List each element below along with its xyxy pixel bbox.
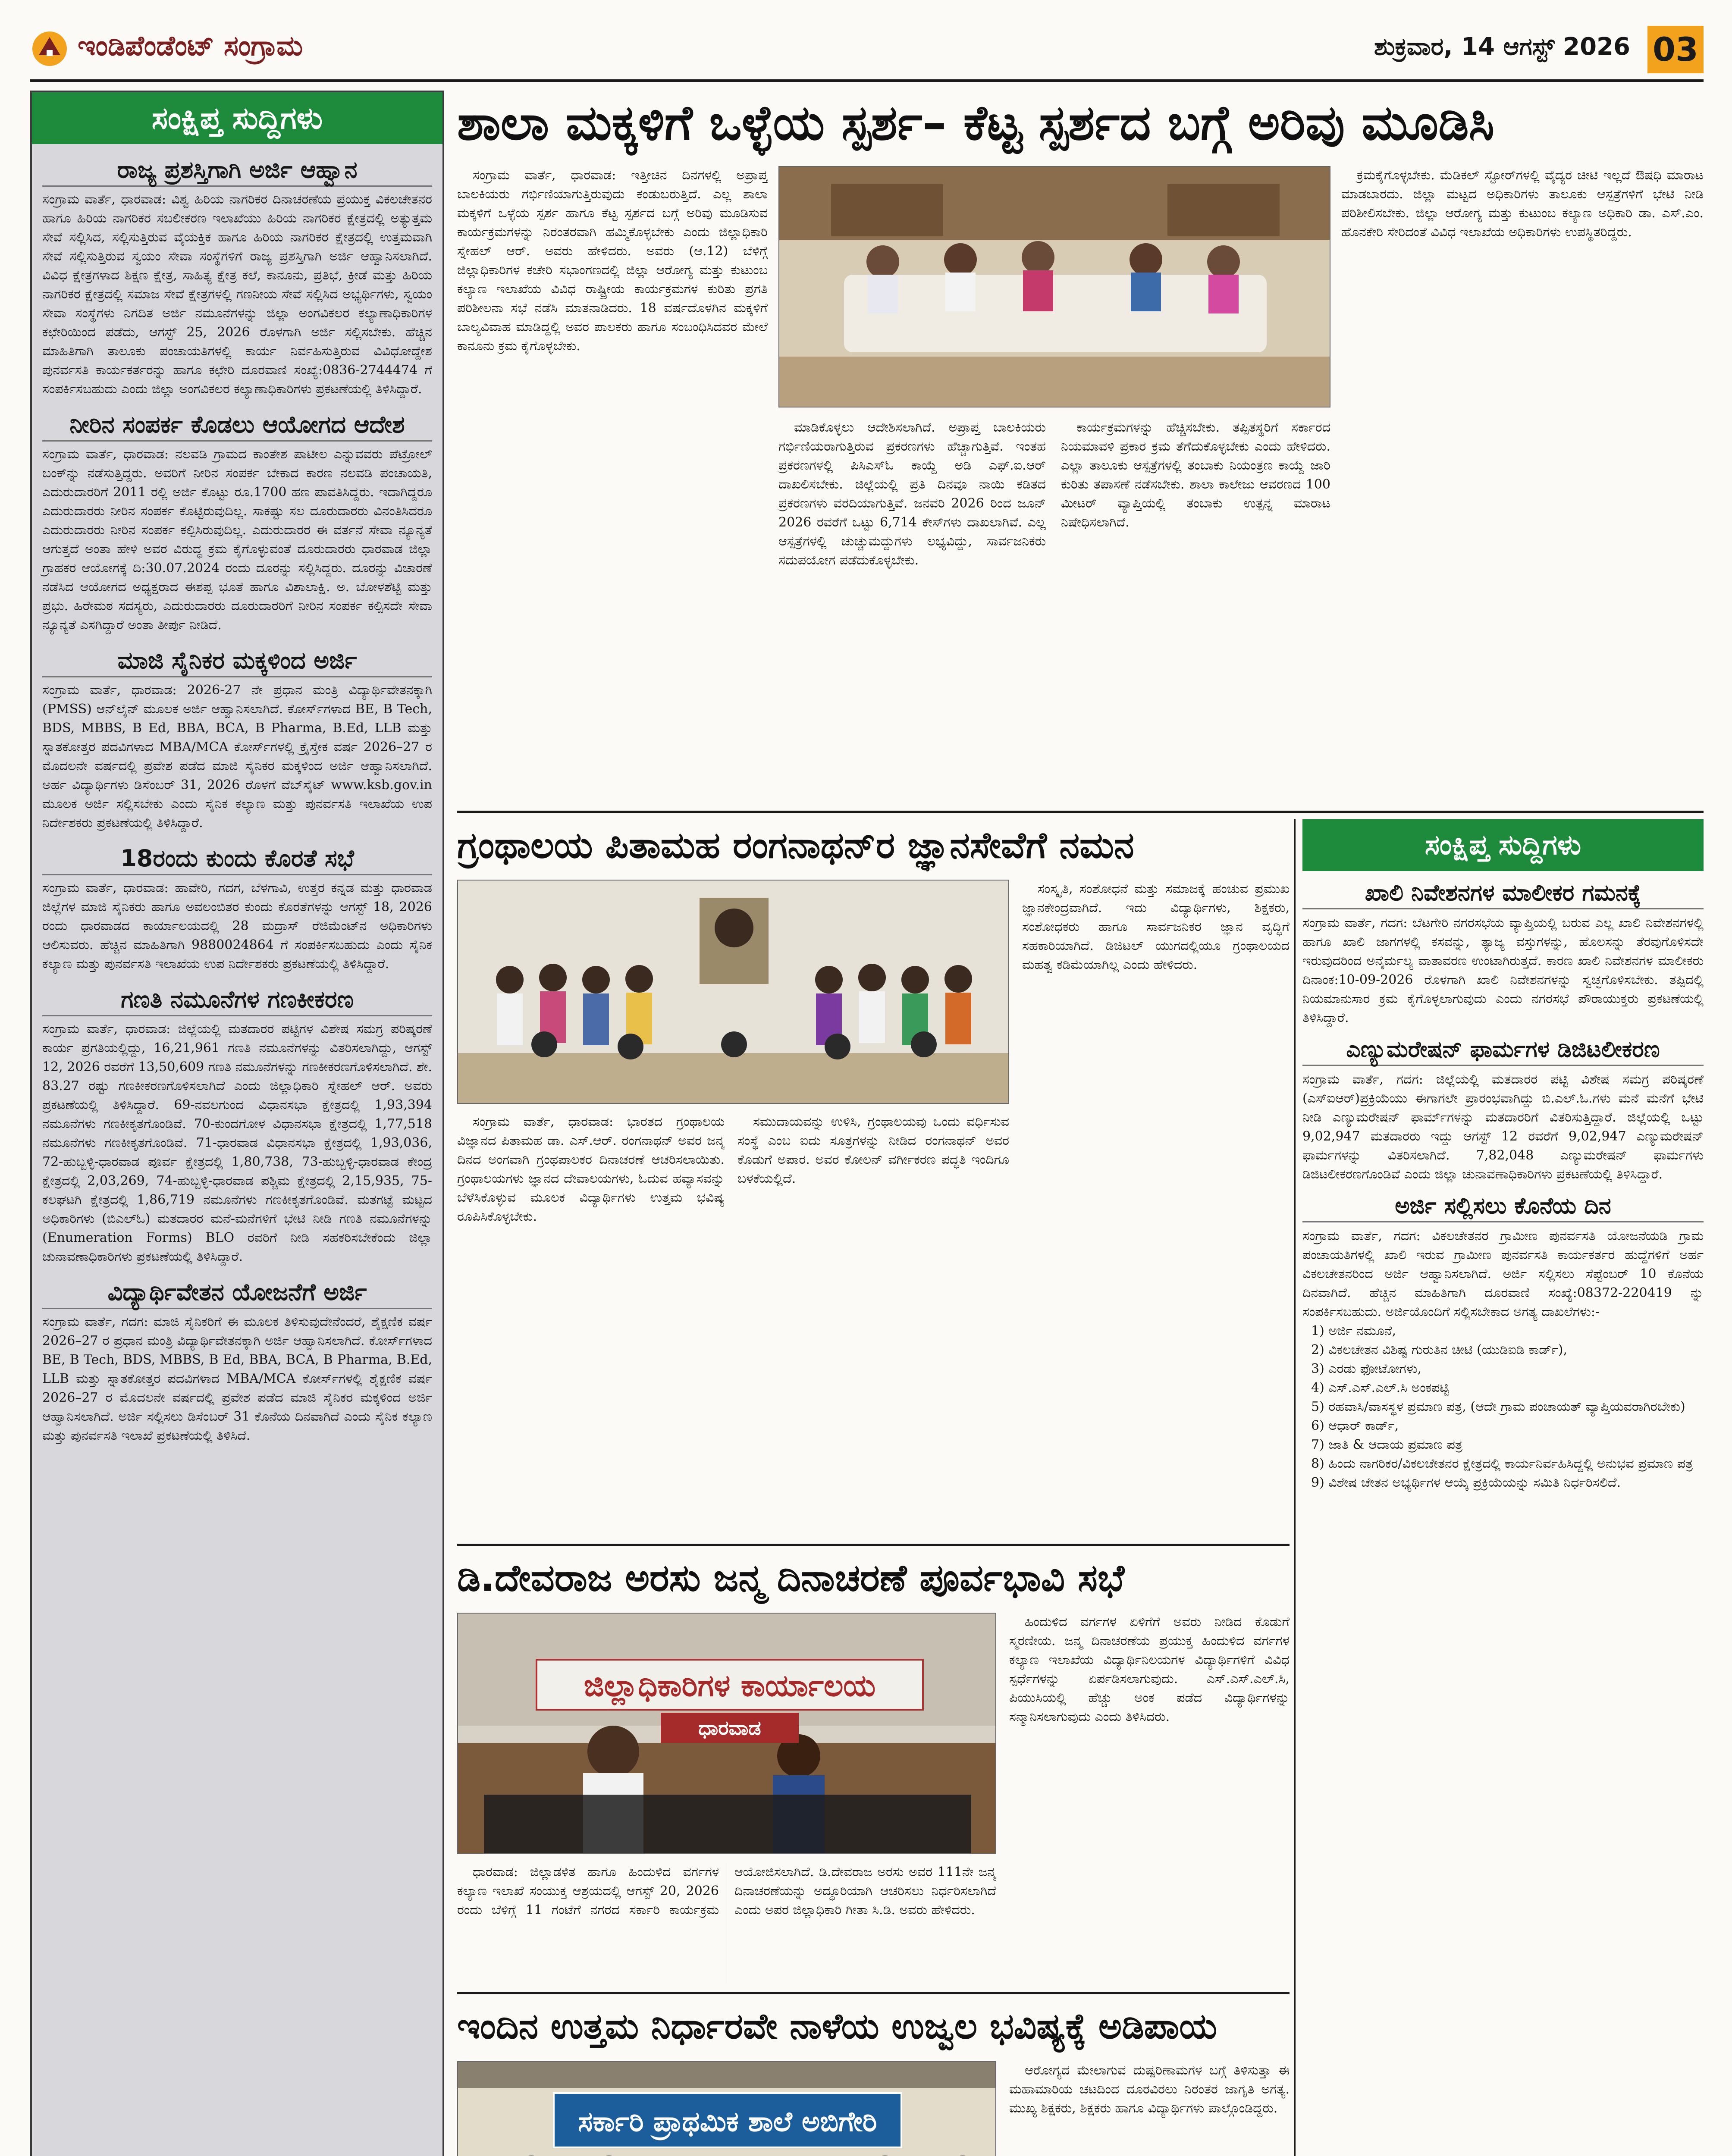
section-divider (457, 1544, 1290, 1546)
left-briefs-column (30, 91, 444, 2156)
brief-item (32, 144, 442, 399)
devaraj-body-left: ಧಾರವಾಡ: ಜಿಲ್ಲಾಡಳಿತ ಹಾಗೂ ಹಿಂದುಳಿದ ವರ್ಗಗಳ ಕಲ್ಯಾಣ ಇಲಾಖೆ ಸಂಯುಕ್ತ ಆಶ್ರಯದಲ್ಲಿ ಆಗಸ್ಟ್ 20, 2026 ರಂದು ಬೆಳಿಗ್ಗೆ 11 ಗಂಟೆಗೆ ನಗರದ ಸರ್ಕಾರಿ ಕಾರ್ಯಕ್ರಮ ಆಯೋಜಿಸಲಾಗಿದೆ. ಡಿ.ದೇವರಾಜ ಅರಸು ಅವರ 111ನೇ ಜನ್ಮ ದಿನಾಚರಣೆಯನ್ನು ಅದ್ಧೂರಿಯಾಗಿ ಆಚರಿಸಲು ನಿರ್ಧರಿಸಲಾಗಿದೆ ಎಂದು ಅಪರ ಜಿಲ್ಲಾಧಿಕಾರಿ ಗೀತಾ ಸಿ.ಡಿ. ಅವರು ಹೇಳಿದರು. (457, 1865, 996, 1918)
library-photo (457, 880, 1009, 1104)
list-item: 1) ಅರ್ಜಿ ನಮೂನೆ, (1311, 1323, 1396, 1338)
list-item: 3) ಎರಡು ಫೋಟೋಗಳು, (1311, 1361, 1422, 1376)
brief-title: ಗಣತಿ ನಮೂನೆಗಳ ಗಣಕೀಕರಣ (42, 984, 432, 1016)
devaraj-photo (457, 1613, 996, 1854)
school-photo (457, 2061, 996, 2156)
document-list (1302, 1322, 1704, 1492)
school-banner: ಸರ್ಕಾರಿ ಪ್ರಾಥಮಿಕ ಶಾಲೆ ಅಬಿಗೇರಿ (553, 2092, 902, 2148)
masthead (30, 17, 1704, 82)
lead-headline: ಶಾಲಾ ಮಕ್ಕಳಿಗೆ ಒಳ್ಳೆಯ ಸ್ಪರ್ಶ– ಕೆಟ್ಟ ಸ್ಪರ್ಶದ ಬಗ್ಗೆ ಅರಿವು ಮೂಡಿಸಿ (457, 95, 1495, 151)
brief-item (32, 399, 442, 635)
brief-title: ನೀರಿನ ಸಂಪರ್ಕ ಕೊಡಲು ಆಯೋಗದ ಆದೇಶ (42, 409, 432, 442)
list-item: 4) ಎಸ್.ಎಸ್.ಎಲ್.ಸಿ ಅಂಕಪಟ್ಟಿ (1311, 1380, 1450, 1395)
briefs-band-title: ಸಂಕ್ಷಿಪ್ತ ಸುದ್ದಿಗಳು (1302, 819, 1704, 871)
paper-name: ಇಂಡಿಪೆಂಡೆಂಟ್ ಸಂಗ್ರಾಮ (78, 30, 303, 62)
brief-body: ಸಂಗ್ರಾಮ ವಾರ್ತೆ, ಗದಗ: ಜಿಲ್ಲೆಯಲ್ಲಿ ಮತದಾರರ ಪಟ್ಟಿ ವಿಶೇಷ ಸಮಗ್ರ ಪರಿಷ್ಕರಣೆ (ಎಸ್‌ಐಆರ್)ಪ್ರಕ್ರಿಯೆಯು ಈಗಾಗಲೇ ಪ್ರಾರಂಭವಾಗಿದ್ದು ಬಿ.ಎಲ್.ಓ.ಗಳು ಮನೆ ಮನೆಗೆ ಭೇಟಿ ನೀಡಿ ಎಣ್ಯುಮರೇಷನ್ ಫಾರ್ಮ್‌ಗಳನ್ನು ಮತದಾರರಿಗೆ ವಿತರಿಸುತ್ತಿದ್ದಾರೆ. ಜಿಲ್ಲೆಯಲ್ಲಿ ಒಟ್ಟು 9,02,947 ಮತದಾರರು ಇದ್ದು ಆಗಸ್ಟ್ 12 ರವರೆಗೆ 9,02,947 ಎಣ್ಯುಮರೇಷನ್ ಫಾರ್ಮಗಳನ್ನು ವಿತರಿಸಲಾಗಿದೆ. 7,82,048 ಎಣ್ಯುಮರೇಷನ್ ಫಾರ್ಮಗಳು ಡಿಜಿಟಲೀಕರಣಗೊಂಡಿವೆ ಎಂದು ಜಿಲ್ಲಾ ಚುನಾವಣಾಧಿಕಾರಿಗಳು ಪ್ರಕಟಣೆಯಲ್ಲಿ ತಿಳಿಸಿದ್ದಾರೆ. (1302, 1072, 1704, 1182)
briefs-band-title: ಸಂಕ್ಷಿಪ್ತ ಸುದ್ದಿಗಳು (32, 92, 442, 144)
lead-body-col2: ಮಾಡಿಕೊಳ್ಳಲು ಆದೇಶಿಸಲಾಗಿದೆ. ಅಪ್ರಾಪ್ತ ಬಾಲಕಿಯರು ಗರ್ಭಿಣಿಯರಾಗುತ್ತಿರುವ ಪ್ರಕರಣಗಳು ಹೆಚ್ಚಾಗುತ್ತಿವೆ. ಇಂತಹ ಪ್ರಕರಣಗಳಲ್ಲಿ ಪಿಸಿಎಸ್‌ಓ ಕಾಯ್ದೆ ಅಡಿ ಎಫ್.ಐ.ಆರ್ ದಾಖಲಿಸಬೇಕು. ಜಿಲ್ಲೆಯಲ್ಲಿ ಪ್ರತಿ ದಿನವೂ ನಾಯಿ ಕಡಿತದ ಪ್ರಕರಣಗಳು ವರದಿಯಾಗುತ್ತಿವೆ. ಜನವರಿ 2026 ರಿಂದ ಜೂನ್ 2026 ರವರೆಗೆ ಒಟ್ಟು 6,714 ಕೇಸ್‌ಗಳು ದಾಖಲಾಗಿವೆ. ಎಲ್ಲ ಆಸ್ಪತ್ರೆಗಳಲ್ಲಿ ಚುಚ್ಚುಮದ್ದುಗಳು ಲಭ್ಯವಿದ್ದು, ಸಾರ್ವಜನಿಕರು ಸದುಪಯೋಗ ಪಡೆದುಕೊಳ್ಳಬೇಕು. (778, 420, 1046, 568)
brief-title: ಖಾಲಿ ನಿವೇಶನಗಳ ಮಾಲೀಕರ ಗಮನಕ್ಕೆ (1302, 878, 1704, 909)
school-headline: ಇಂದಿನ ಉತ್ತಮ ನಿರ್ಧಾರವೇ ನಾಳೆಯ ಉಜ್ವಲ ಭವಿಷ್ಯಕ್ಕೆ ಅಡಿಪಾಯ (457, 2006, 1217, 2047)
column-divider (1294, 819, 1296, 2156)
brief-title: ರಾಜ್ಯ ಪ್ರಶಸ್ತಿಗಾಗಿ ಅರ್ಜಿ ಆಹ್ವಾನ (42, 154, 432, 187)
lead-body-col1: ಸಂಗ್ರಾಮ ವಾರ್ತೆ, ಧಾರವಾಡ: ಇತ್ತೀಚಿನ ದಿನಗಳಲ್ಲಿ ಅಪ್ರಾಪ್ತ ಬಾಲಕಿಯರು ಗರ್ಭಿಣಿಯಾಗುತ್ತಿರುವುದು ಕಂಡುಬರುತ್ತಿದೆ. ಎಲ್ಲ ಶಾಲಾ ಮಕ್ಕಳಿಗೆ ಒಳ್ಳೆಯ ಸ್ಪರ್ಶ ಹಾಗೂ ಕೆಟ್ಟ ಸ್ಪರ್ಶದ ಬಗ್ಗೆ ಅರಿವು ಮೂಡಿಸುವ ಕಾರ್ಯಕ್ರಮಗಳನ್ನು ನಿರಂತರವಾಗಿ ಹಮ್ಮಿಕೊಳ್ಳಬೇಕು ಎಂದು ಜಿಲ್ಲಾಧಿಕಾರಿ ಸ್ನೇಹಲ್ ಆರ್. ಅವರು ಹೇಳಿದರು. ಅವರು (ಆ.12) ಬೆಳಿಗ್ಗೆ ಜಿಲ್ಲಾಧಿಕಾರಿಗಳ ಕಚೇರಿ ಸಭಾಂಗಣದಲ್ಲಿ ಜಿಲ್ಲಾ ಆರೋಗ್ಯ ಮತ್ತು ಕುಟುಂಬ ಕಲ್ಯಾಣ ಇಲಾಖೆಯ ವಿವಿಧ ರಾಷ್ಟ್ರೀಯ ಕಾರ್ಯಕ್ರಮಗಳ ಕುರಿತು ಪ್ರಗತಿ ಪರಿಶೀಲನಾ ಸಭೆ ನಡೆಸಿ ಮಾತನಾಡಿದರು. 18 ವರ್ಷದೊಳಗಿನ ಮಕ್ಕಳಿಗೆ ಬಾಲ್ಯವಿವಾಹ ಮಾಡಿದ್ದಲ್ಲಿ ಅವರ ಪಾಲಕರು ಹಾಗೂ ಸಂಬಂಧಿಸಿದವರ ಮೇಲೆ ಕಾನೂನು ಕ್ರಮ ಕೈಗೊಳ್ಳಬೇಕು. (457, 168, 768, 354)
right-briefs-column (1302, 819, 1704, 2156)
library-body-col2: ಸಮುದಾಯವನ್ನು ಉಳಿಸಿ, ಗ್ರಂಥಾಲಯವು ಒಂದು ವರ್ಧಿಸುವ ಸಂಸ್ಥೆ ಎಂಬ ಐದು ಸೂತ್ರಗಳನ್ನು ನೀಡಿದ ರಂಗನಾಥನ್ ಅವರ ಕೊಡುಗೆ ಅಪಾರ. ಅವರ ಕೋಲನ್ ವರ್ಗೀಕರಣ ಪದ್ಧತಿ ಇಂದಿಗೂ ಬಳಕೆಯಲ್ಲಿದೆ. (737, 1114, 1009, 1186)
lead-body-col3: ಕಾರ್ಯಕ್ರಮಗಳನ್ನು ಹೆಚ್ಚಿಸಬೇಕು. ತಪ್ಪಿತಸ್ಥರಿಗೆ ಸರ್ಕಾರದ ನಿಯಮಾವಳಿ ಪ್ರಕಾರ ಕ್ರಮ ತೆಗೆದುಕೊಳ್ಳಬೇಕು ಎಂದು ಹೇಳಿದರು. ಎಲ್ಲಾ ತಾಲೂಕು ಆಸ್ಪತ್ರೆಗಳಲ್ಲಿ ತಂಬಾಕು ನಿಯಂತ್ರಣ ಕಾಯ್ದೆ ಜಾರಿ ಕುರಿತು ತಪಾಸಣೆ ನಡೆಸಬೇಕು. ಶಾಲಾ ಕಾಲೇಜು ಆವರಣದ 100 ಮೀಟರ್ ವ್ಯಾಪ್ತಿಯಲ್ಲಿ ತಂಬಾಕು ಉತ್ಪನ್ನ ಮಾರಾಟ ನಿಷೇಧಿಸಲಾಗಿದೆ. (1061, 420, 1330, 530)
devaraj-headline: ಡಿ.ದೇವರಾಜ ಅರಸು ಜನ್ಮ ದಿನಾಚರಣೆ ಪೂರ್ವಭಾವಿ ಸಭೆ (457, 1557, 1125, 1600)
brief-item (32, 974, 442, 1266)
brief-body: ಸಂಗ್ರಾಮ ವಾರ್ತೆ, ಧಾರವಾಡ: ಹಾವೇರಿ, ಗದಗ, ಬೆಳಗಾವಿ, ಉತ್ತರ ಕನ್ನಡ ಮತ್ತು ಧಾರವಾಡ ಜಿಲ್ಲೆಗಳ ಮಾಜಿ ಸೈನಿಕರು ಹಾಗೂ ಅವಲಂಬಿತರ ಕುಂದು ಕೊರತೆಗಳನ್ನು ಆಗಸ್ಟ್ 18, 2026 ರಂದು ಧಾರವಾಡದ ಕಾರ್ಯಾಲಯದಲ್ಲಿ 28 ಮದ್ರಾಸ್ ರೆಜಿಮೆಂಟ್‌ನ ಅಧಿಕಾರಿಗಳು ಆಲಿಸುವರು. ಹೆಚ್ಚಿನ ಮಾಹಿತಿಗಾಗಿ 9880024864 ಗೆ ಸಂಪರ್ಕಿಸಬಹುದು ಎಂದು ಸೈನಿಕ ಕಲ್ಯಾಣ ಮತ್ತು ಪುನರ್ವಸತಿ ಇಲಾಖೆಯ ಉಪ ನಿರ್ದೇಶಕರು ಪ್ರಕಟಣೆಯಲ್ಲಿ ತಿಳಿಸಿದ್ದಾರೆ. (42, 881, 432, 971)
library-body-col1: ಸಂಗ್ರಾಮ ವಾರ್ತೆ, ಧಾರವಾಡ: ಭಾರತದ ಗ್ರಂಥಾಲಯ ವಿಜ್ಞಾನದ ಪಿತಾಮಹ ಡಾ. ಎಸ್.ಆರ್. ರಂಗನಾಥನ್ ಅವರ ಜನ್ಮ ದಿನದ ಅಂಗವಾಗಿ ಗ್ರಂಥಪಾಲಕರ ದಿನಾಚರಣೆ ಆಚರಿಸಲಾಯಿತು. ಗ್ರಂಥಾಲಯಗಳು ಜ್ಞಾನದ ದೇವಾಲಯಗಳು, ಓದುವ ಹವ್ಯಾಸವನ್ನು ಬೆಳೆಸಿಕೊಳ್ಳುವ ಮೂಲಕ ವಿದ್ಯಾರ್ಥಿಗಳು ಉತ್ತಮ ಭವಿಷ್ಯ ರೂಪಿಸಿಕೊಳ್ಳಬೇಕು. (457, 1114, 725, 1224)
lead-photo (778, 166, 1330, 407)
devaraj-story (457, 1552, 1290, 1984)
meeting-photo-icon (779, 167, 1330, 407)
brief-body: ಸಂಗ್ರಾಮ ವಾರ್ತೆ, ಧಾರವಾಡ: ಜಿಲ್ಲೆಯಲ್ಲಿ ಮತದಾರರ ಪಟ್ಟಿಗಳ ವಿಶೇಷ ಸಮಗ್ರ ಪರಿಷ್ಕರಣೆ ಕಾರ್ಯ ಪ್ರಗತಿಯಲ್ಲಿದ್ದು, 16,21,961 ಗಣತಿ ನಮೂನೆಗಳನ್ನು ವಿತರಿಸಲಾಗಿದ್ದು, ಆಗಸ್ಟ್ 12, 2026 ರವರೆಗೆ 13,50,609 ಗಣತಿ ನಮೂನೆಗಳನ್ನು ಗಣಕೀಕರಣಗೊಳಿಸಲಾಗಿದೆ. ಶೇ. 83.27 ರಷ್ಟು ಗಣಕೀಕರಣಗೊಳಿಸಲಾಗಿದೆ ಎಂದು ಜಿಲ್ಲಾಧಿಕಾರಿ ಸ್ನೇಹಲ್ ಆರ್. ಅವರು ಪ್ರಕಟಣೆಯಲ್ಲಿ ತಿಳಿಸಿದ್ದಾರೆ. 69-ನವಲಗುಂದ ವಿಧಾನಸಭಾ ಕ್ಷೇತ್ರದಲ್ಲಿ 1,93,394 ನಮೂನೆಗಳು ಗಣಕೀಕೃತಗೊಂಡಿವೆ. 70-ಕುಂದಗೋಳ ವಿಧಾನಸಭಾ ಕ್ಷೇತ್ರದಲ್ಲಿ 1,77,518 ನಮೂನೆಗಳು ಗಣಕೀಕೃತಗೊಂಡಿವೆ. 71-ಧಾರವಾಡ ವಿಧಾನಸಭಾ ಕ್ಷೇತ್ರದಲ್ಲಿ 1,93,036, 72-ಹುಬ್ಬಳ್ಳಿ-ಧಾರವಾಡ ಪೂರ್ವ ಕ್ಷೇತ್ರದಲ್ಲಿ 1,80,738, 73-ಹುಬ್ಬಳ್ಳಿ-ಧಾರವಾಡ ಕೇಂದ್ರ ಕ್ಷೇತ್ರದಲ್ಲಿ 2,03,269, 74-ಹುಬ್ಬಳ್ಳಿ-ಧಾರವಾಡ ಪಶ್ಚಿಮ ಕ್ಷೇತ್ರದಲ್ಲಿ 2,15,935, 75-ಕಲಘಟಗಿ ಕ್ಷೇತ್ರದಲ್ಲಿ 1,86,719 ನಮೂನೆಗಳು ಗಣಕೀಕೃತಗೊಂಡಿವೆ. ಮತಗಟ್ಟೆ ಮಟ್ಟದ ಅಧಿಕಾರಿಗಳು (ಬಿಎಲ್‌ಓ) ಮತದಾರರ ಮನೆ-ಮನೆಗಳಿಗೆ ಭೇಟಿ ನೀಡಿ ಗಣತಿ ನಮೂನೆಗಳನ್ನು (Enumeration Forms) BLO ರವರಿಗೆ ನೀಡಿ ಸಹಕರಿಸಬೇಕೆಂದು ಜಿಲ್ಲಾ ಚುನಾವಣಾಧಿಕಾರಿಗಳು ಪ್ರಕಟಣೆಯಲ್ಲಿ ತಿಳಿಸಿದ್ದಾರೆ. (42, 1022, 432, 1264)
group-photo-icon (458, 881, 1009, 1104)
office-banner: ಜಿಲ್ಲಾಧಿಕಾರಿಗಳ ಕಾರ್ಯಾಲಯ (536, 1659, 924, 1711)
page-number: 03 (1647, 26, 1704, 73)
devaraj-body-right: ಹಿಂದುಳಿದ ವರ್ಗಗಳ ಏಳಿಗೆಗೆ ಅವರು ನೀಡಿದ ಕೊಡುಗೆ ಸ್ಮರಣೀಯ. ಜನ್ಮ ದಿನಾಚರಣೆಯ ಪ್ರಯುಕ್ತ ಹಿಂದುಳಿದ ವರ್ಗಗಳ ಕಲ್ಯಾಣ ಇಲಾಖೆಯ ವಿದ್ಯಾರ್ಥಿನಿಲಯಗಳ ವಿದ್ಯಾರ್ಥಿಗಳಿಗೆ ವಿವಿಧ ಸ್ಪರ್ಧೆಗಳನ್ನು ಏರ್ಪಡಿಸಲಾಗುವುದು. ಎಸ್.ಎಸ್.ಎಲ್.ಸಿ, ಪಿಯುಸಿಯಲ್ಲಿ ಹೆಚ್ಚು ಅಂಕ ಪಡೆದ ವಿದ್ಯಾರ್ಥಿಗಳನ್ನು ಸನ್ಮಾನಿಸಲಾಗುವುದು ಎಂದು ತಿಳಿಸಿದರು. (1009, 1614, 1290, 1724)
brief-body: ಸಂಗ್ರಾಮ ವಾರ್ತೆ, ಧಾರವಾಡ: ನಲವಡಿ ಗ್ರಾಮದ ಕಾಂತೇಶ ಪಾಟೀಲ ಎನ್ನುವವರು ಪೆಟ್ರೋಲ್ ಬಂಕ್‌ನ್ನು ನಡೆಸುತ್ತಿದ್ದರು. ಅವರಿಗೆ ನೀರಿನ ಸಂಪರ್ಕ ಬೇಕಾದ ಕಾರಣ ನಲವಡಿ ಪಂಚಾಯತಿ, ಎದುರುದಾರರಿಗೆ 2011 ರಲ್ಲಿ ಅರ್ಜಿ ಕೊಟ್ಟು ರೂ.1700 ಹಣ ಪಾವತಿಸಿದ್ದರು. ಇದಾಗಿದ್ದರೂ ಎದುರುದಾರರು ನೀರಿನ ಸಂಪರ್ಕ ಕೊಟ್ಟಿರುವುದಿಲ್ಲ. ಸಾಕಷ್ಟು ಸಲ ದೂರುದಾರರು ವಿನಂತಿಸಿದರೂ ಎದುರುದಾರರು ನೀರಿನ ಸಂಪರ್ಕ ಕಲ್ಪಿಸಿರುವುದಿಲ್ಲ. ಎದುರುದಾರರ ಈ ವರ್ತನೆ ಸೇವಾ ನ್ಯೂನ್ಯತೆ ಆಗುತ್ತದೆ ಅಂತಾ ಹೇಳಿ ಅವರ ವಿರುದ್ಧ ಕ್ರಮ ಕೈಗೊಳ್ಳುವಂತೆ ದೂರುದಾರರು ಧಾರವಾಡ ಜಿಲ್ಲಾ ಗ್ರಾಹಕರ ಆಯೋಗಕ್ಕೆ ದಿ:30.07.2024 ರಂದು ದೂರನ್ನು ಸಲ್ಲಿಸಿದ್ದರು. ದೂರನ್ನು ವಿಚಾರಣೆ ನಡೆಸಿದ ಆಯೋಗದ ಅಧ್ಯಕ್ಷರಾದ ಈಶಪ್ಪ ಭೂತೆ ಹಾಗೂ ವಿಶಾಲಾಕ್ಷಿ. ಅ. ಬೋಳಶೆಟ್ಟಿ ಮತ್ತು ಪ್ರಭು. ಹಿರೇಮಠ ಸದಸ್ಯರು, ಎದುರುದಾರರು ದೂರುದಾರರಿಗೆ ನೀರಿನ ಸಂಪರ್ಕ ಕಲ್ಪಿಸದೇ ಸೇವಾ ನ್ಯೂನ್ಯತೆ ಎಸಗಿದ್ದಾರೆ ಅಂತಾ ತೀರ್ಪು ನೀಡಿದೆ. (42, 447, 432, 633)
brief-title: ಮಾಜಿ ಸೈನಿಕರ ಮಕ್ಕಳಿಂದ ಅರ್ಜಿ (42, 645, 432, 677)
brief-title: ಅರ್ಜಿ ಸಲ್ಲಿಸಲು ಕೊನೆಯ ದಿನ (1302, 1191, 1704, 1222)
lead-story (457, 91, 1704, 806)
brief-item (1302, 1034, 1704, 1184)
brief-body: ಸಂಗ್ರಾಮ ವಾರ್ತೆ, ಗದಗ: ಬೆಟಗೇರಿ ನಗರಸಭೆಯ ವ್ಯಾಪ್ತಿಯಲ್ಲಿ ಬರುವ ಎಲ್ಲ ಖಾಲಿ ನಿವೇಶನಗಳಲ್ಲಿ ಹಾಗೂ ಖಾಲಿ ಜಾಗಗಳಲ್ಲಿ ಕಸವನ್ನು, ತ್ಯಾಜ್ಯ ವಸ್ತುಗಳನ್ನು, ಹೊಲಸನ್ನು ತೆರವುಗೊಳಿಸದೇ ಇರುವುದರಿಂದ ಅನೈರ್ಮಲ್ಯ ವಾತಾವರಣ ಉಂಟಾಗಿರುತ್ತದೆ. ಕಾರಣ ಖಾಲಿ ನಿವೇಶನಗಳ ಮಾಲೀಕರು ದಿನಾಂಕ:10-09-2026 ರೊಳಗಾಗಿ ಖಾಲಿ ನಿವೇಶನಗಳನ್ನು ಸ್ವಚ್ಛಗೊಳಿಸಬೇಕು. ತಪ್ಪಿದಲ್ಲಿ ನಿಯಮಾನುಸಾರ ಕ್ರಮ ಕೈಗೊಳ್ಳಲಾಗುವುದು ಎಂದು ನಗರಸಭೆ ಪೌರಾಯುಕ್ತರು ಪ್ರಕಟಣೆಯಲ್ಲಿ ತಿಳಿಸಿದ್ದಾರೆ. (1302, 915, 1704, 1025)
list-item: 2) ವಿಕಲಚೇತನ ವಿಶಿಷ್ಟ ಗುರುತಿನ ಚೀಟಿ (ಯುಡಿಐಡಿ ಕಾರ್ಡ್), (1311, 1342, 1567, 1357)
school-body-col3: ಆರೋಗ್ಯದ ಮೇಲಾಗುವ ದುಷ್ಪರಿಣಾಮಗಳ ಬಗ್ಗೆ ತಿಳಿಸುತ್ತಾ ಈ ಮಹಾಮಾರಿಯ ಚಟದಿಂದ ದೂರವಿರಲು ನಿರಂತರ ಜಾಗೃತಿ ಅಗತ್ಯ. ಮುಖ್ಯ ಶಿಕ್ಷಕರು, ಶಿಕ್ಷಕರು ಹಾಗೂ ವಿದ್ಯಾರ್ಥಿಗಳು ಪಾಲ್ಗೊಂಡಿದ್ದರು. (1009, 2063, 1290, 2116)
section-divider (457, 811, 1704, 813)
list-item: 9) ವಿಶೇಷ ಚೇತನ ಅಭ್ಯರ್ಥಿಗಳ ಆಯ್ಕೆ ಪ್ರಕ್ರಿಯೆಯನ್ನು ಸಮಿತಿ ನಿರ್ಧರಿಸಲಿದೆ. (1311, 1475, 1621, 1490)
brief-body: ಸಂಗ್ರಾಮ ವಾರ್ತೆ, ಗದಗ: ವಿಕಲಚೇತನರ ಗ್ರಾಮೀಣ ಪುನರ್ವಸತಿ ಯೋಜನೆಯಡಿ ಗ್ರಾಮ ಪಂಚಾಯತಿಗಳಲ್ಲಿ ಖಾಲಿ ಇರುವ ಗ್ರಾಮೀಣ ಪುನರ್ವಸತಿ ಕಾರ್ಯಕರ್ತರ ಹುದ್ದೆಗಳಿಗೆ ಅರ್ಹ ವಿಕಲಚೇತನರಿಂದ ಅರ್ಜಿ ಆಹ್ವಾನಿಸಲಾಗಿದೆ. ಅರ್ಜಿ ಸಲ್ಲಿಸಲು ಸೆಪ್ಟೆಂಬರ್ 10 ಕೊನೆಯ ದಿನವಾಗಿದೆ. ಹೆಚ್ಚಿನ ಮಾಹಿತಿಗಾಗಿ ದೂರವಾಣಿ ಸಂಖ್ಯೆ:08372-220419 ನ್ನು ಸಂಪರ್ಕಿಸಬಹುದು. ಅರ್ಜಿಯೊಂದಿಗೆ ಸಲ್ಲಿಸಬೇಕಾದ ಅಗತ್ಯ ದಾಖಲೆಗಳು:- (1302, 1228, 1704, 1319)
brief-title: ವಿದ್ಯಾರ್ಥಿವೇತನ ಯೋಜನೆಗೆ ಅರ್ಜಿ (42, 1277, 432, 1309)
newspaper-logo-icon (30, 29, 69, 68)
brief-item (32, 635, 442, 833)
brief-item (1302, 878, 1704, 1028)
library-body-col3: ಸಂಸ್ಕೃತಿ, ಸಂಶೋಧನೆ ಮತ್ತು ಸಮಾಜಕ್ಕೆ ಹಂಚುವ ಪ್ರಮುಖ ಜ್ಞಾನಕೇಂದ್ರವಾಗಿದೆ. ಇದು ವಿದ್ಯಾರ್ಥಿಗಳು, ಶಿಕ್ಷಕರು, ಸಂಶೋಧಕರು ಹಾಗೂ ಸಾರ್ವಜನಿಕರ ಜ್ಞಾನ ವೃದ್ಧಿಗೆ ಸಹಕಾರಿಯಾಗಿದೆ. ಡಿಜಿಟಲ್ ಯುಗದಲ್ಲಿಯೂ ಗ್ರಂಥಾಲಯದ ಮಹತ್ವ ಕಡಿಮೆಯಾಗಿಲ್ಲ ಎಂದು ಹೇಳಿದರು. (1022, 881, 1290, 972)
library-story (457, 819, 1290, 1535)
office-banner-sub: ಧಾರವಾಡ (661, 1713, 799, 1743)
library-headline: ಗ್ರಂಥಾಲಯ ಪಿತಾಮಹ ರಂಗನಾಥನ್‌ರ ಜ್ಞಾನಸೇವೆಗೆ ನಮನ (457, 824, 1134, 866)
brief-body: ಸಂಗ್ರಾಮ ವಾರ್ತೆ, ಧಾರವಾಡ: ವಿಶ್ವ ಹಿರಿಯ ನಾಗರಿಕರ ದಿನಾಚರಣೆಯ ಪ್ರಯುಕ್ತ ವಿಕಲಚೇತನರ ಹಾಗೂ ಹಿರಿಯ ನಾಗರಿಕರ ಸಬಲೀಕರಣ ಇಲಾಖೆಯು ಹಿರಿಯ ನಾಗರಿಕರ ಕ್ಷೇತ್ರದಲ್ಲಿ ಅತ್ಯುತ್ತಮ ಸೇವೆ ಸಲ್ಲಿಸಿದ, ಸಲ್ಲಿಸುತ್ತಿರುವ ವೈಯಕ್ತಿಕ ಹಾಗೂ ಹಿರಿಯ ನಾಗರಿಕರ ಕ್ಷೇತ್ರದಲ್ಲಿ ಉತ್ತಮವಾಗಿ ಸೇವೆ ಸಲ್ಲಿಸುತ್ತಿರುವ ಸ್ವಯಂ ಸೇವಾ ಸಂಸ್ಥೆಗಳಿಗೆ ರಾಜ್ಯ ಪ್ರಶಸ್ತಿಗಾಗಿ ಅರ್ಜಿ ಆಹ್ವಾನಿಸಲಾಗಿದೆ. ವಿವಿಧ ಕ್ಷೇತ್ರಗಳಾದ ಶಿಕ್ಷಣ ಕ್ಷೇತ್ರ, ಸಾಹಿತ್ಯ ಕ್ಷೇತ್ರ ಕಲೆ, ಕಾನೂನು, ಪ್ರತಿಭೆ, ಕ್ರೀಡೆ ಮತ್ತು ಹಿರಿಯ ನಾಗರಿಕರ ಕ್ಷೇತ್ರದಲ್ಲಿ ಸಮಾಜ ಸೇವೆ ಕ್ಷೇತ್ರಗಳಲ್ಲಿ ಗಣನೀಯ ಸೇವೆ ಸಲ್ಲಿಸಿದ ಅಭ್ಯರ್ಥಿಗಳು, ಸ್ವಯಂ ಸೇವಾ ಸಂಸ್ಥೆಗಳು ನಿಗದಿತ ಅರ್ಜಿ ನಮೂನೆಗಳನ್ನು ಜಿಲ್ಲಾ ಅಂಗವಿಕಲರ ಕಲ್ಯಾಣಾಧಿಕಾರಿಗಳ ಕಛೇರಿಯಿಂದ ಪಡೆದು, ಆಗಸ್ಟ್ 25, 2026 ರೊಳಗಾಗಿ ಅರ್ಜಿ ಸಲ್ಲಿಸಬೇಕು. ಹೆಚ್ಚಿನ ಮಾಹಿತಿಗಾಗಿ ತಾಲೂಕು ಪಂಚಾಯತಿಗಳಲ್ಲಿ ಕಾರ್ಯ ನಿರ್ವಹಿಸುತ್ತಿರುವ ವಿವಿಧೋದ್ದೇಶ ಪುನರ್ವಸತಿ ಕಾರ್ಯಕರ್ತರನ್ನು ಹಾಗೂ ಕಛೇರಿ ದೂರವಾಣಿ ಸಂಖ್ಯೆ:0836-2744474 ಗೆ ಸಂಪರ್ಕಿಸಬಹುದು ಎಂದು ಜಿಲ್ಲಾ ಅಂಗವಿಕಲರ ಕಲ್ಯಾಣಾಧಿಕಾರಿಗಳು ಪ್ರಕಟಣೆಯಲ್ಲಿ ತಿಳಿಸಿದ್ದಾರೆ. (42, 192, 432, 397)
list-item: 7) ಜಾತಿ & ಆದಾಯ ಪ್ರಮಾಣ ಪತ್ರ (1311, 1437, 1463, 1452)
section-divider (457, 1992, 1290, 1994)
brief-item (1302, 1191, 1704, 1492)
list-item: 8) ಹಿಂದು ನಾಗರಿಕರ/ವಿಕಲಚೇತನರ ಕ್ಷೇತ್ರದಲ್ಲಿ ಕಾರ್ಯನಿರ್ವಹಿಸಿದ್ದಲ್ಲಿ ಅನುಭವ ಪ್ರಮಾಣ ಪತ್ರ (1311, 1456, 1693, 1471)
brief-item (32, 1266, 442, 1445)
brief-body: ಸಂಗ್ರಾಮ ವಾರ್ತೆ, ಧಾರವಾಡ: 2026-27 ನೇ ಪ್ರಧಾನ ಮಂತ್ರಿ ವಿದ್ಯಾರ್ಥಿವೇತನಕ್ಕಾಗಿ (PMSS) ಆನ್‌ಲೈನ್ ಮೂಲಕ ಅರ್ಜಿ ಆಹ್ವಾನಿಸಲಾಗಿದೆ. ಕೋರ್ಸ್‌ಗಳಾದ BE, B Tech, BDS, MBBS, B Ed, BBA, BCA, B Pharma, B.Ed, LLB ಮತ್ತು ಸ್ನಾತಕೋತ್ತರ ಪದವಿಗಳಾದ MBA/MCA ಕೋರ್ಸ್‌ಗಳಲ್ಲಿ ಕ್ರೈಸ್ತೇಕ ವರ್ಷ 2026–27 ರ ಮೊದಲನೇ ವರ್ಷದಲ್ಲಿ ಪ್ರವೇಶ ಪಡೆದ ಮಾಜಿ ಸೈನಿಕರ ಮಕ್ಕಳಿಂದ ಅರ್ಜಿ ಆಹ್ವಾನಿಸಲಾಗಿದೆ. ಅರ್ಹ ವಿದ್ಯಾರ್ಥಿಗಳು ಡಿಸೆಂಬರ್ 31, 2026 ರೊಳಗೆ ವೆಬ್‌ಸೈಟ್ www.ksb.gov.in ಮೂಲಕ ಅರ್ಜಿ ಸಲ್ಲಿಸಬೇಕು ಎಂದು ಸೈನಿಕ ಕಲ್ಯಾಣ ಮತ್ತು ಪುನರ್ವಸತಿ ಇಲಾಖೆಯ ಉಪ ನಿರ್ದೇಶಕರು ಪ್ರಕಟಣೆಯಲ್ಲಿ ತಿಳಿಸಿದ್ದಾರೆ. (42, 683, 432, 830)
brief-title: ಎಣ್ಯುಮರೇಷನ್ ಫಾರ್ಮಗಳ ಡಿಜಿಟಲೀಕರಣ (1302, 1034, 1704, 1066)
brief-item (32, 833, 442, 974)
brief-body: ಸಂಗ್ರಾಮ ವಾರ್ತೆ, ಗದಗ: ಮಾಜಿ ಸೈನಿಕರಿಗೆ ಈ ಮೂಲಕ ತಿಳಿಸುವುದೇನೆಂದರೆ, ಶೈಕ್ಷಣಿಕ ವರ್ಷ 2026–27 ರ ಪ್ರಧಾನ ಮಂತ್ರಿ ವಿದ್ಯಾರ್ಥಿವೇತನಕ್ಕಾಗಿ ಅರ್ಜಿ ಆಹ್ವಾನಿಸಲಾಗಿದೆ. ಕೋರ್ಸ್‌ಗಳಾದ BE, B Tech, BDS, MBBS, B Ed, BBA, BCA, B Pharma, B.Ed, LLB ಮತ್ತು ಸ್ನಾತಕೋತ್ತರ ಪದವಿಗಳಾದ MBA/MCA ಕೋರ್ಸ್‌ಗಳಲ್ಲಿ ಶೈಕ್ಷಣಿಕ ವರ್ಷ 2026–27 ರ ಮೊದಲನೇ ವರ್ಷದಲ್ಲಿ ಪ್ರವೇಶ ಪಡೆದ ಮಾಜಿ ಸೈನಿಕರ ಮಕ್ಕಳಿಂದ ಅರ್ಜಿ ಆಹ್ವಾನಿಸಲಾಗಿದೆ. ಅರ್ಜಿ ಸಲ್ಲಿಸಲು ಡಿಸೆಂಬರ್ 31 ಕೊನೆಯ ದಿನವಾಗಿದೆ ಎಂದು ಸೈನಿಕ ಕಲ್ಯಾಣ ಮತ್ತು ಪುನರ್ವಸತಿ ಇಲಾಖೆ ಪ್ರಕಟಣೆಯಲ್ಲಿ ತಿಳಿಸಿದೆ. (42, 1314, 432, 1443)
list-item: 6) ಆಧಾರ್ ಕಾರ್ಡ್, (1311, 1418, 1399, 1433)
lead-body-col4: ಕ್ರಮಕೈಗೊಳ್ಳಬೇಕು. ಮೆಡಿಕಲ್ ಸ್ಟೋರ್‌ಗಳಲ್ಲಿ ವೈದ್ಯರ ಚೀಟಿ ಇಲ್ಲದೆ ಔಷಧಿ ಮಾರಾಟ ಮಾಡಬಾರದು. ಜಿಲ್ಲಾ ಮಟ್ಟದ ಅಧಿಕಾರಿಗಳು ತಾಲೂಕು ಆಸ್ಪತ್ರೆಗಳಿಗೆ ಭೇಟಿ ನೀಡಿ ಪರಿಶೀಲಿಸಬೇಕು. ಜಿಲ್ಲಾ ಆರೋಗ್ಯ ಮತ್ತು ಕುಟುಂಬ ಕಲ್ಯಾಣ ಅಧಿಕಾರಿ ಡಾ. ಎಸ್.ಎಂ. ಹೊನಕೇರಿ ಸೇರಿದಂತೆ ವಿವಿಧ ಇಲಾಖೆಯ ಅಧಿಕಾರಿಗಳು ಉಪಸ್ಥಿತರಿದ್ದರು. (1341, 168, 1704, 240)
list-item: 5) ರಹವಾಸಿ/ವಾಸಸ್ಥಳ ಪ್ರಮಾಣ ಪತ್ರ, (ಆದೇ ಗ್ರಾಮ ಪಂಚಾಯತ್ ವ್ಯಾಪ್ತಿಯವರಾಗಿರಬೇಕು) (1311, 1399, 1685, 1414)
school-story (457, 2001, 1290, 2156)
issue-date: ಶುಕ್ರವಾರ, 14 ಆಗಸ್ಟ್ 2026 (1374, 33, 1630, 61)
brief-title: 18ರಂದು ಕುಂದು ಕೊರತೆ ಸಭೆ (42, 843, 432, 875)
